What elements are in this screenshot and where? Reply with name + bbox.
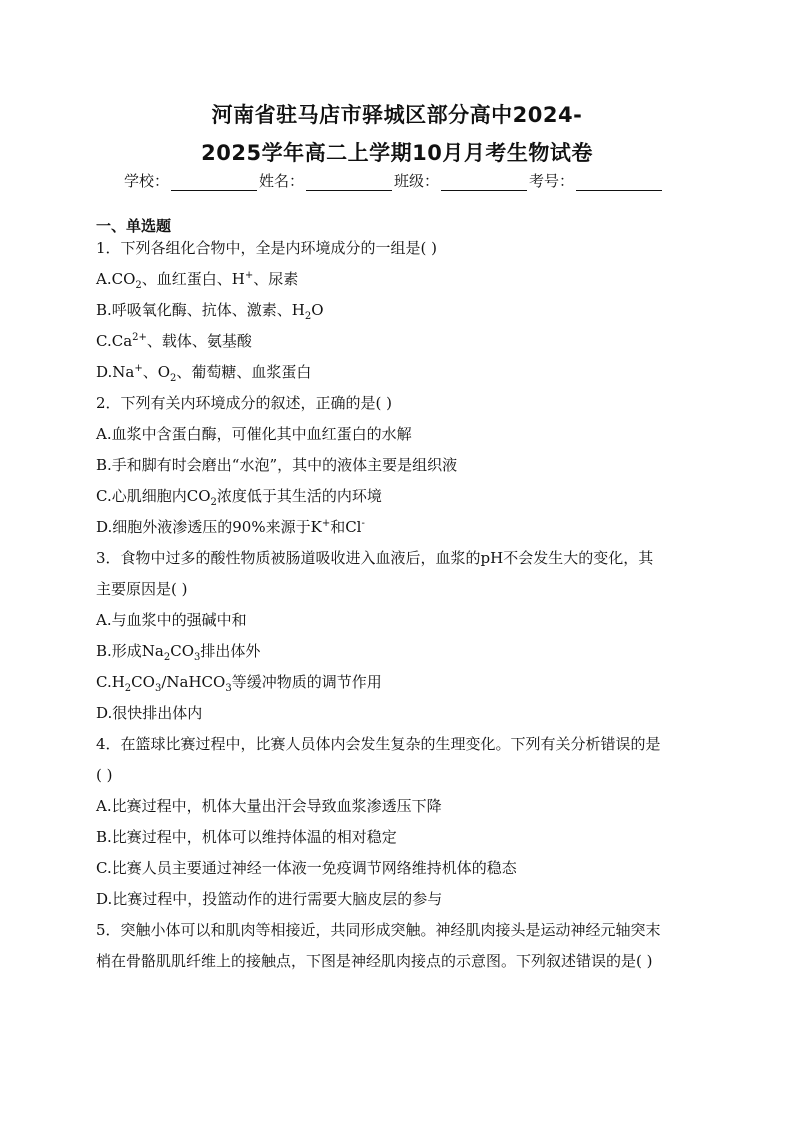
school-label: 学校： [124, 172, 170, 190]
subscript: 2 [163, 652, 171, 663]
text: B.呼吸氧化酶、抗体、激素、H [96, 301, 305, 319]
subscript: 3 [194, 652, 201, 663]
q3-stem-line1: 3．食物中过多的酸性物质被肠道吸收进入血液后，血浆的pH不会发生大的变化，其 [96, 549, 654, 567]
name-label: 姓名： [259, 172, 305, 190]
text: 、载体、氨基酸 [146, 332, 252, 350]
class-blank[interactable] [441, 174, 527, 191]
class-label: 班级： [394, 172, 440, 190]
student-info-fields [124, 171, 664, 191]
superscript: + [244, 270, 254, 281]
superscript: + [134, 363, 143, 374]
text: 等缓冲物质的调节作用 [231, 673, 382, 691]
q1-option-a [96, 269, 298, 289]
q1-option-d [96, 362, 311, 382]
class-field [394, 171, 529, 191]
text: O [311, 301, 324, 319]
q2-option-b: B.手和脚有时会磨出“水泡”，其中的液体主要是组织液 [96, 456, 458, 474]
text: 、O [142, 363, 171, 381]
subscript: 2 [124, 683, 132, 694]
name-blank[interactable] [306, 174, 392, 191]
text: C.Ca [96, 332, 133, 350]
q3-option-c [96, 672, 382, 692]
exam-number-blank[interactable] [576, 174, 662, 191]
school-blank[interactable] [171, 174, 257, 191]
q4-option-d: D.比赛过程中，投篮动作的进行需要大脑皮层的参与 [96, 890, 443, 908]
superscript: + [321, 518, 331, 529]
q3-option-d: D.很快排出体内 [96, 704, 203, 722]
text: 和Cl [330, 518, 362, 536]
subscript: 2 [135, 280, 142, 291]
q3-option-a: A.与血浆中的强碱中和 [96, 611, 247, 629]
q3-option-b [96, 641, 260, 661]
q4-stem-line1: 4．在篮球比赛过程中，比赛人员体内会发生复杂的生理变化。下列有关分析错误的是 [96, 735, 661, 753]
exam-title-line2: 2025学年高二上学期10月月考生物试卷 [201, 141, 593, 165]
q2-option-c [96, 486, 382, 506]
q5-stem-line1: 5．突触小体可以和肌肉等相接近，共同形成突触。神经肌肉接头是运动神经元轴突末 [96, 921, 661, 939]
text: /NaHCO [161, 673, 226, 691]
q4-stem-line2: ( ) [96, 766, 113, 784]
subscript: 2 [304, 311, 312, 322]
name-field [259, 171, 394, 191]
text: 、血红蛋白、H [141, 270, 245, 288]
text: C.H [96, 673, 125, 691]
q1-option-c [96, 331, 252, 351]
subscript: 2 [170, 373, 177, 384]
text: D.Na [96, 363, 135, 381]
text: C.心肌细胞内CO [96, 487, 211, 505]
q2-option-a: A.血浆中含蛋白酶，可催化其中血红蛋白的水解 [96, 425, 412, 443]
q2-stem: 2．下列有关内环境成分的叙述，正确的是( ) [96, 394, 393, 412]
q2-option-d [96, 517, 365, 537]
text: 排出体外 [200, 642, 261, 660]
text: D.细胞外液渗透压的90%来源于K [96, 518, 322, 536]
text: 、尿素 [253, 270, 299, 288]
q5-stem-line2: 梢在骨骼肌肌纤维上的接触点，下图是神经肌肉接点的示意图。下列叙述错误的是( ) [96, 952, 653, 970]
superscript: 2+ [132, 332, 147, 343]
subscript: 2 [210, 497, 217, 508]
q3-stem-line2: 主要原因是( ) [96, 580, 188, 598]
exam-number-field [529, 171, 664, 191]
subscript: 3 [154, 683, 162, 694]
q4-option-a: A.比赛过程中，机体大量出汗会导致血浆渗透压下降 [96, 797, 442, 815]
superscript: - [361, 518, 365, 529]
q1-option-b [96, 300, 324, 320]
text: CO [131, 673, 155, 691]
exam-number-label: 考号： [529, 172, 575, 190]
text: A.CO [96, 270, 136, 288]
text: 浓度低于其生活的内环境 [216, 487, 382, 505]
q4-option-b: B.比赛过程中，机体可以维持体温的相对稳定 [96, 828, 397, 846]
section-heading: 一、单选题 [96, 217, 172, 235]
q4-option-c: C.比赛人员主要通过神经一体液一免疫调节网络维持机体的稳态 [96, 859, 517, 877]
exam-title-line1: 河南省驻马店市驿城区部分高中2024- [211, 103, 583, 127]
text: CO [170, 642, 195, 660]
text: 、葡萄糖、血浆蛋白 [176, 363, 312, 381]
subscript: 3 [225, 683, 232, 694]
school-field [124, 171, 259, 191]
text: B.形成Na [96, 642, 164, 660]
q1-stem: 1．下列各组化合物中，全是内环境成分的一组是( ) [96, 239, 438, 257]
